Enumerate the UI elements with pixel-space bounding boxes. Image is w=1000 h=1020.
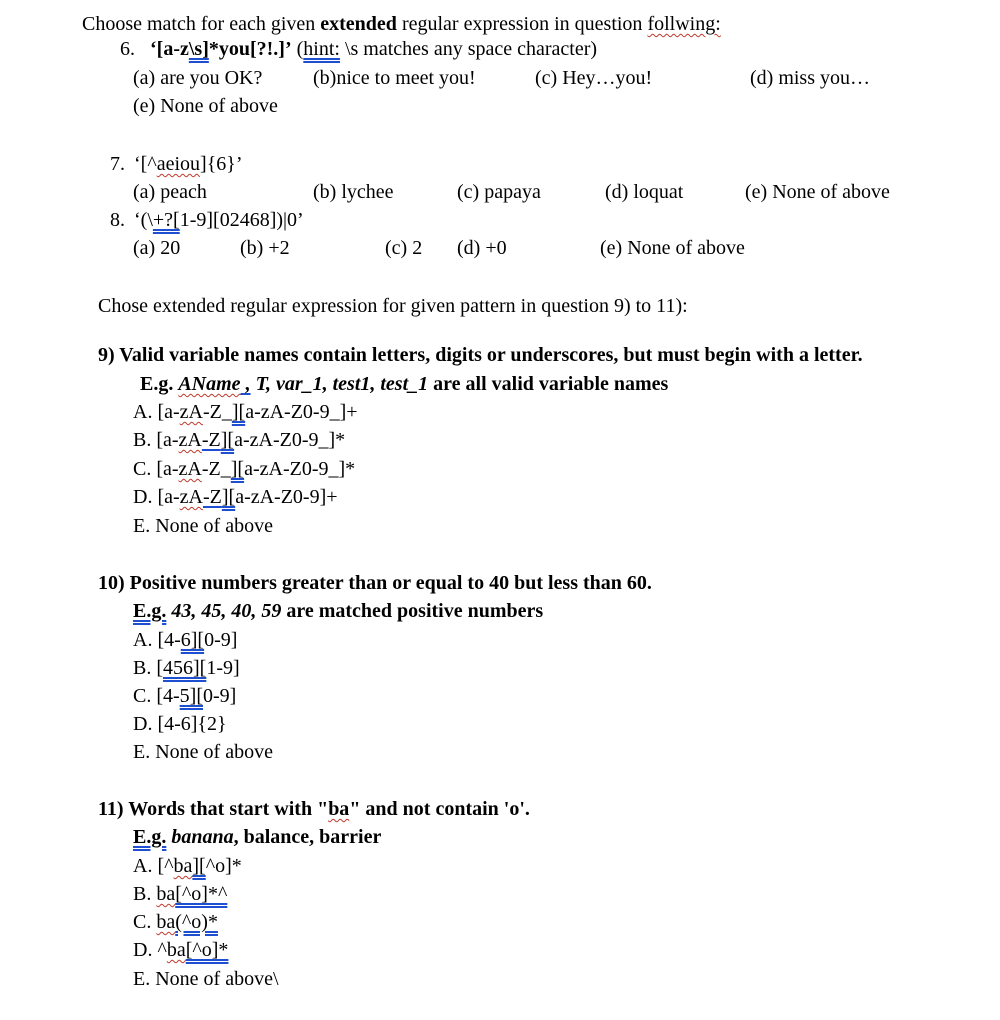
q10-option-e[interactable]: E. None of above [133,741,273,763]
q9-example: E.g. AName , T, var_1, test1, test_1 are all valid variable names [140,373,669,395]
q11-option-b[interactable]: B. ba[^o]*^ [133,883,228,905]
q11-option-a[interactable]: A. [^ba][^o]* [133,855,242,877]
q9-option-c[interactable]: C. [a-zA-Z_][a-zA-Z0-9_]* [133,458,356,480]
q9-title: 9) Valid variable names contain letters, digits or underscores, but must begin with a letter. [98,344,863,366]
q11-title: 11) Words that start with "ba" and not contain 'o'. [98,798,530,820]
q6-option-d[interactable]: (d) miss you… [750,67,870,89]
section-2-heading: Chose extended regular expression for given pattern in question 9) to 11): [98,295,688,317]
intro-bold-word: extended [320,13,397,35]
q9-option-d[interactable]: D. [a-zA-Z][a-zA-Z0-9]+ [133,486,338,508]
q11-title-ba: ba [328,798,350,820]
question-6 [120,37,597,61]
intro-text-continued: regular expression in question [396,13,648,35]
q6-hint: (hint: \s matches any space character) [296,38,598,60]
q9-option-e[interactable]: E. None of above [133,515,273,537]
q8-option-a[interactable]: (a) 20 [133,237,181,259]
q6-hint-word: hint: [303,38,340,60]
q6-option-c[interactable]: (c) Hey…you! [535,67,653,89]
q7-option-b[interactable]: (b) lychee [313,181,394,203]
q11-example: E.g. banana, balance, barrier [133,826,382,848]
q10-option-a[interactable]: A. [4-6][0-9] [133,629,238,651]
q8-number: 8. [110,209,125,231]
q8-regex-underlined: +?[ [152,209,180,231]
q7-option-a[interactable]: (a) peach [133,181,207,203]
q9-option-b[interactable]: B. [a-zA-Z][a-zA-Z0-9_]* [133,429,346,451]
q8-option-d[interactable]: (d) +0 [457,237,507,259]
q8-option-b[interactable]: (b) +2 [240,237,290,259]
q7-regex-word: aeiou [156,153,201,175]
q8-option-e[interactable]: (e) None of above [600,237,745,259]
instructions-heading [82,12,721,36]
q10-example-label: E.g. [133,600,167,622]
q7-option-e[interactable]: (e) None of above [745,181,890,203]
q7-option-d[interactable]: (d) loquat [605,181,684,203]
q11-option-c[interactable]: C. ba(^o)* [133,911,218,933]
q6-regex-underlined: \s] [188,38,209,60]
intro-text: Choose match for each given [82,13,321,35]
q9-example-aname: AName [178,373,241,395]
q7-regex: ‘[^aeiou]{6}’ [134,153,243,175]
q10-example: E.g. 43, 45, 40, 59 are matched positive numbers [133,600,544,622]
q11-option-e[interactable]: E. None of above\ [133,968,279,990]
q6-option-a[interactable]: (a) are you OK? [133,67,263,89]
q10-option-b[interactable]: B. [456][1-9] [133,657,240,679]
q7-number: 7. [110,153,125,175]
q10-title: 10) Positive numbers greater than or equal to 40 but less than 60. [98,572,652,594]
q6-option-e[interactable]: (e) None of above [133,95,278,117]
q9-option-a[interactable]: A. [a-zA-Z_][a-zA-Z0-9_]+ [133,401,358,423]
q7-option-c[interactable]: (c) papaya [457,181,541,203]
q6-number: 6. [120,38,135,60]
q10-option-c[interactable]: C. [4-5][0-9] [133,685,237,707]
q6-regex: ‘[a-z\s]*you[?!.]’ [150,38,292,60]
q11-option-d[interactable]: D. ^ba[^o]* [133,939,229,961]
q6-option-b[interactable]: (b)nice to meet you! [313,67,476,89]
q11-example-label: E.g. [133,826,167,848]
q8-option-c[interactable]: (c) 2 [385,237,423,259]
question-7 [110,152,243,176]
question-8 [110,208,304,232]
misspelled-word: follwing: [647,13,721,35]
q10-option-d[interactable]: D. [4-6]{2} [133,713,227,735]
q8-regex: ‘(\+?[1-9][02468])|0’ [134,209,304,231]
